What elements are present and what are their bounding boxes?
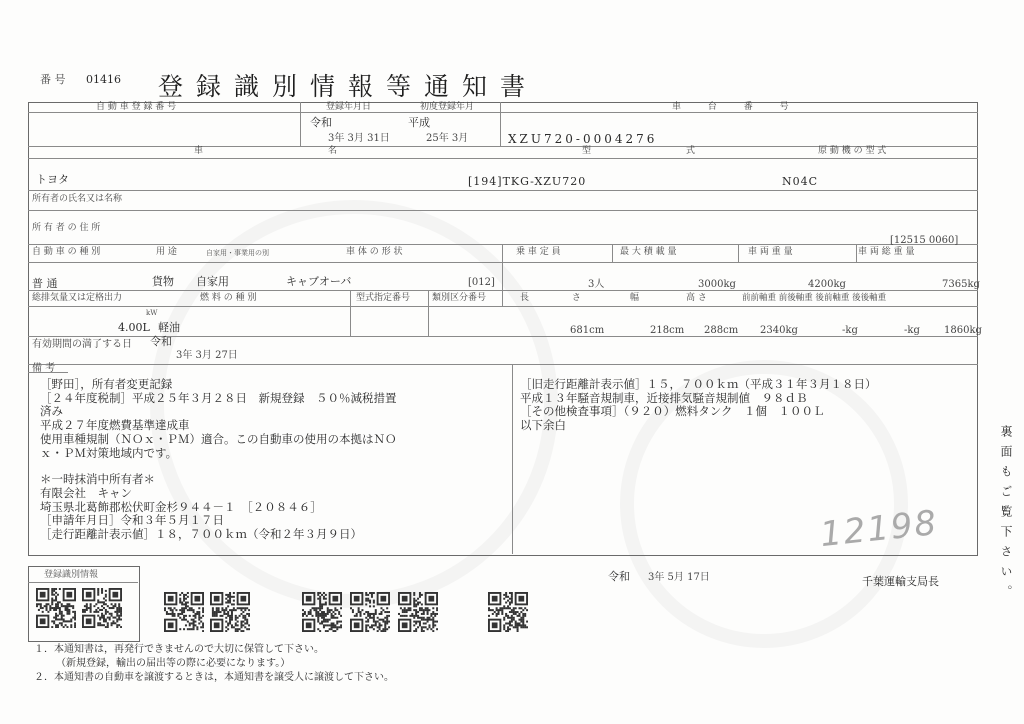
remarks-line: ［野田］，所有者変更記録 — [40, 377, 173, 391]
footer-notes — [34, 643, 394, 685]
usage-label: 用 途 — [156, 247, 177, 257]
type-label: 自 動 車 の 種 別 — [32, 247, 101, 257]
remarks-line: ［走行距離計表示値］１８，７００ｋｍ（令和２年３月９日） — [40, 527, 362, 542]
reg-date-value: 3年 3月 31日 — [328, 133, 390, 144]
remarks-line: 使用車種規制（ＮＯｘ・ＰＭ）適合。この自動車の使用の本拠はＮＯ — [40, 431, 397, 446]
width-value: 218cm — [650, 325, 685, 336]
private-value: 自家用 — [196, 275, 229, 288]
era-reiwa: 令和 — [310, 116, 332, 129]
first-reg-value: 25年 3月 — [426, 133, 469, 144]
width-label: 幅 — [630, 293, 640, 303]
max-load-value: 3000kg — [698, 279, 736, 290]
model-label-2: 式 — [686, 146, 696, 156]
weight-value: 4200kg — [808, 279, 846, 290]
kw-unit: kW — [146, 309, 158, 317]
reg-date-label: 登録年月日 — [326, 102, 372, 112]
qr-code-6 — [350, 592, 390, 632]
owner-name-label: 所有者の氏名又は名称 — [32, 194, 123, 204]
page-title: 登録識別情報等通知書 — [158, 72, 539, 101]
capacity-label: 乗 車 定 員 — [516, 247, 561, 257]
first-reg-label: 初度登録年月 — [420, 102, 475, 112]
footer-note-line: ２．本通知書の自動車を譲渡するときは，本通知書を譲受人に譲渡して下さい。 — [34, 672, 394, 683]
length-value: 681cm — [570, 325, 605, 336]
issue-era: 令和 — [608, 570, 630, 583]
remarks-label: 備 考 — [32, 363, 56, 374]
remarks-line: ｘ・ＰＭ対策地域内です。 — [40, 445, 178, 460]
model-label-1: 型 — [582, 146, 592, 156]
issuer: 千葉運輸支局長 — [862, 575, 939, 588]
qr-code-5 — [302, 592, 342, 632]
remarks-line: ［旧走行距離計表示値］１５，７００ｋｍ（平成３１年３月１８日） — [520, 377, 877, 391]
expiry-date: 3年 3月 27日 — [176, 350, 238, 361]
remarks-line: 有限会社 キャン — [40, 485, 132, 500]
era-heisei: 平成 — [408, 116, 430, 129]
body-value: キャブオーバ — [286, 275, 352, 288]
expiry-label: 有効期間の満了する日 — [32, 339, 132, 350]
type-value: 普 通 — [32, 277, 58, 290]
displacement-value: 4.00L — [118, 321, 150, 334]
expiry-era: 令和 — [150, 335, 172, 348]
remarks-line: 平成１３年騒音規制車，近接排気騒音規制値 ９８ｄＢ — [520, 390, 808, 405]
qr-code-8 — [488, 592, 528, 632]
remarks-line: ［申請年月日］令和３年５月１７日 — [40, 513, 224, 528]
model-code-value: [194]TKG-XZU720 — [468, 175, 587, 188]
remarks-line: 埼玉県北葛飾郡松伏町金杉９４４－１ ［２０８４６］ — [40, 499, 322, 514]
engine-label: 原 動 機 の 型 式 — [818, 146, 887, 156]
capacity-value: 3人 — [588, 279, 605, 290]
body-code: [012] — [468, 277, 495, 288]
qr-code-4 — [210, 592, 250, 632]
rf-axle-value: -kg — [904, 325, 920, 336]
remarks-line: ＊一時抹消中所有者＊ — [40, 472, 155, 487]
gross-value: 7365kg — [942, 279, 980, 290]
length-label: 長 さ — [520, 293, 581, 303]
footer-note-line: １．本通知書は，再発行できませんので大切に保管して下さい。 — [34, 644, 324, 655]
qr-code-3 — [164, 592, 204, 632]
remarks-right-column — [520, 378, 877, 432]
fuel-value: 軽油 — [158, 321, 180, 334]
qr-code-1 — [36, 588, 76, 628]
qr-label: 登録識別情報 — [44, 570, 99, 580]
qr-code-2 — [82, 588, 122, 628]
fuel-label: 燃 料 の 種 別 — [200, 293, 257, 303]
remarks-line: 済み — [40, 404, 63, 419]
engine-model-value: N04C — [782, 175, 819, 188]
fr-axle-value: -kg — [842, 325, 858, 336]
car-name-value: トヨタ — [36, 173, 69, 186]
remarks-line: 平成２７年度燃費基準達成車 — [40, 418, 190, 433]
car-name-label-2: 名 — [328, 146, 338, 156]
axle-labels: 前前軸重 前後軸重 後前軸重 後後軸重 — [742, 293, 887, 303]
chassis-number: XZU720-0004276 — [508, 132, 658, 146]
remarks-line: ［その他検査事項］（９２０）燃料タンク １個 １００Ｌ — [520, 404, 825, 418]
height-label: 高 さ — [686, 293, 707, 303]
gross-label: 車 両 総 重 量 — [858, 247, 915, 257]
qr-code-7 — [398, 592, 438, 632]
rr-axle-value: 1860kg — [944, 325, 982, 336]
height-value: 288cm — [704, 325, 739, 336]
side-note: 裏面もご覧下さい。 — [999, 425, 1013, 605]
owner-code: [12515 0060] — [890, 235, 959, 246]
body-label: 車 体 の 形 状 — [346, 247, 403, 257]
footer-note-line: （新規登録，輸出の届出等の際に必要になります。） — [56, 658, 291, 669]
chassis-label: 車 台 番 号 — [672, 102, 789, 112]
remarks-left-column — [40, 378, 397, 542]
displacement-label: 総排気量又は定格出力 — [32, 293, 123, 303]
number-label: 番 号 — [40, 73, 66, 86]
remarks-line: 以下余白 — [520, 417, 566, 432]
handwritten-number: 12198 — [818, 502, 940, 556]
designation-label: 型式指定番号 — [356, 293, 411, 303]
issue-date: 3年 5月 17日 — [648, 572, 710, 583]
ff-axle-value: 2340kg — [760, 325, 798, 336]
weight-label: 車 両 重 量 — [748, 247, 793, 257]
remarks-line: ［２４年度税制］平成２５年３月２８日 新規登録 ５０％減税措置 — [40, 390, 397, 405]
max-load-label: 最 大 積 載 量 — [620, 247, 677, 257]
car-name-label-1: 車 — [194, 146, 204, 156]
usage-value: 貨物 — [152, 275, 174, 288]
owner-address-label: 所 有 者 の 住 所 — [32, 223, 101, 233]
category-label: 類別区分番号 — [432, 293, 487, 303]
reg-number-label: 自 動 車 登 録 番 号 — [96, 102, 177, 112]
usage-note: 自家用・事業用の別 — [206, 249, 269, 257]
number-value: 01416 — [86, 73, 121, 86]
